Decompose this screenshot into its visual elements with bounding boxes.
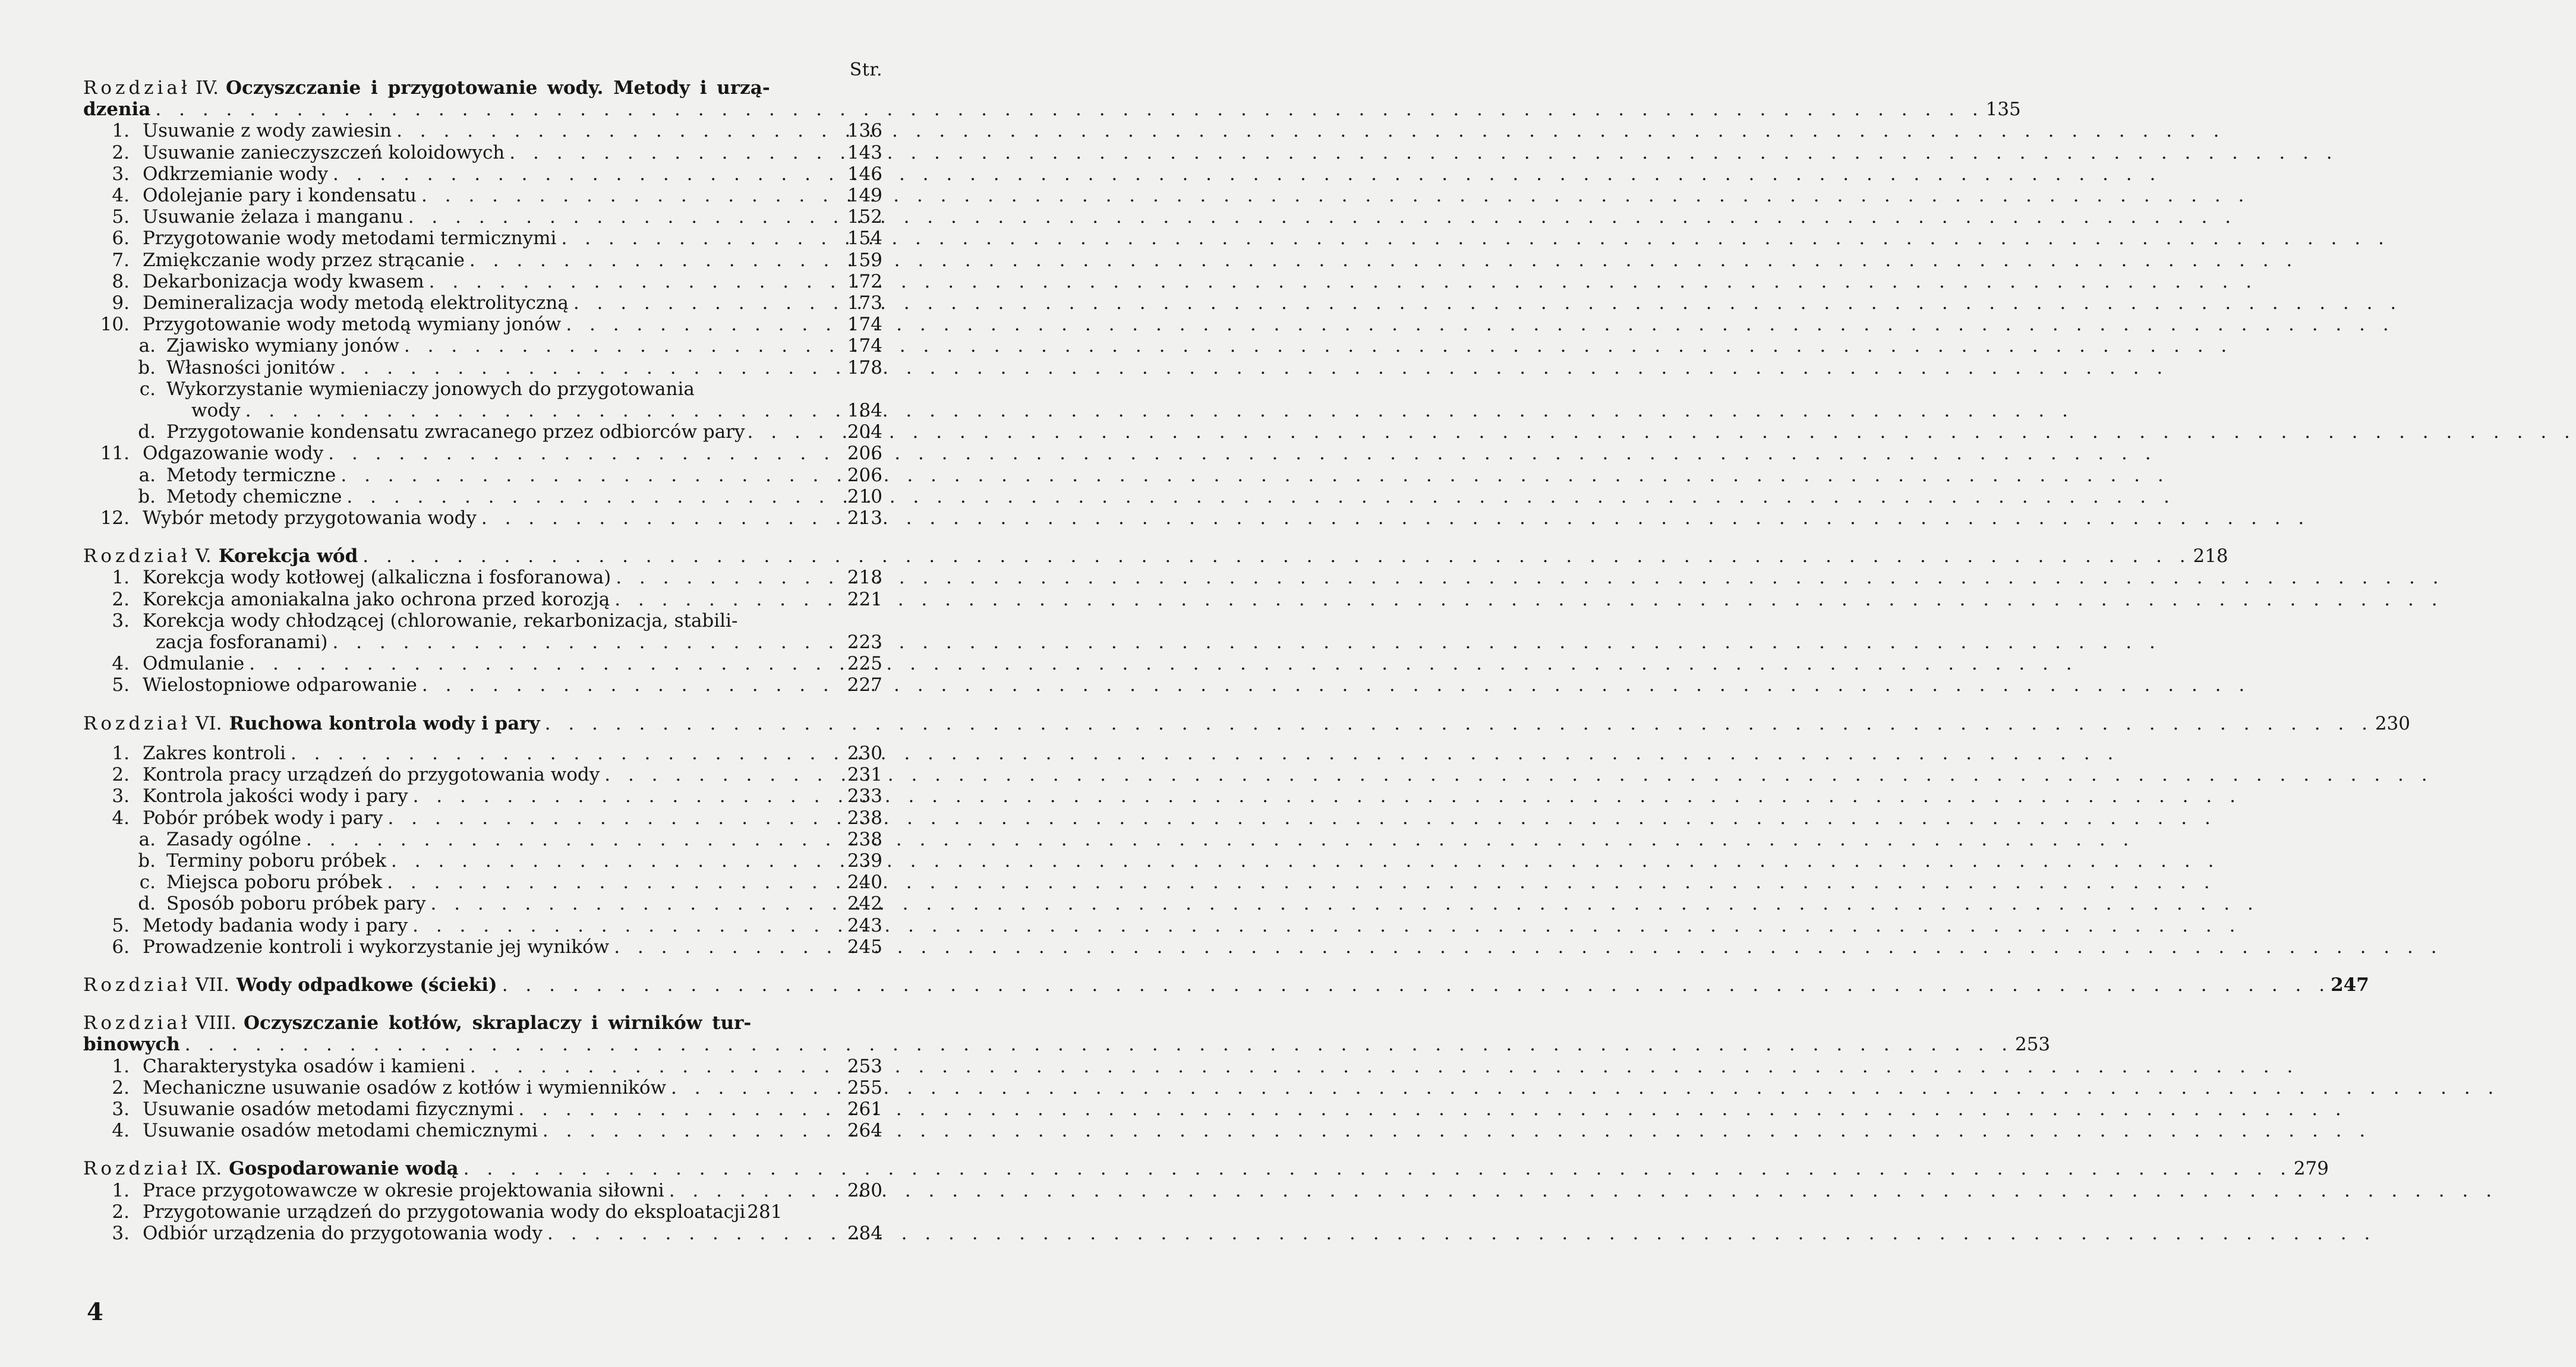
entry-text: Odkrzemianie wody xyxy=(143,163,328,185)
toc-entry xyxy=(83,915,882,936)
dot-leader xyxy=(241,400,846,421)
subentry-text: Metody termiczne xyxy=(166,464,336,486)
entry-page: 178 xyxy=(847,356,882,378)
chapter-number: VIII. xyxy=(195,1012,237,1034)
chapter-label: Rozdział xyxy=(83,712,191,734)
entry-page: 174 xyxy=(847,314,882,336)
dot-leader xyxy=(383,807,846,829)
dot-leader xyxy=(477,507,846,529)
dot-leader xyxy=(386,850,846,872)
subentry-letter: a. xyxy=(138,828,156,850)
entry-number: 6. xyxy=(112,936,130,958)
chapter-heading xyxy=(83,1158,2329,1180)
entry-number: 12. xyxy=(100,507,130,529)
dot-leader xyxy=(425,893,846,914)
entry-text: Odmulanie xyxy=(143,653,245,675)
chapter-heading-cont xyxy=(83,1034,2051,1056)
subentry-text-cont: wody xyxy=(191,400,241,422)
entry-page: 242 xyxy=(847,893,882,915)
toc-entry xyxy=(83,1098,882,1120)
entry-text: Kontrola pracy urządzeń do przygotowania wody xyxy=(143,764,600,786)
entry-number: 3. xyxy=(112,1222,130,1244)
dot-leader xyxy=(424,271,846,292)
entry-text: Odolejanie pary i kondensatu xyxy=(143,185,417,207)
entry-text: Odgazowanie wody xyxy=(143,443,324,465)
entry-page: 172 xyxy=(847,270,882,292)
toc-entry xyxy=(83,228,882,249)
dot-leader xyxy=(505,142,846,163)
entry-number: 3. xyxy=(112,163,130,185)
chapter-title: Wody odpadkowe (ścieki) xyxy=(236,974,497,996)
toc-subentry xyxy=(83,465,882,486)
toc-entry xyxy=(83,120,882,141)
entry-text: Zmiękczanie wody przez strącanie xyxy=(143,249,465,271)
entry-number: 9. xyxy=(112,292,130,314)
entry-page: 221 xyxy=(847,588,882,610)
entry-number: 5. xyxy=(112,674,130,696)
entry-page: 206 xyxy=(847,443,882,465)
entry-text: Przygotowanie wody metodą wymiany jonów xyxy=(143,314,562,336)
subentry-letter: b. xyxy=(138,356,156,378)
dot-leader xyxy=(540,713,2373,734)
entry-text: Korekcja wody chłodzącej (chlorowanie, rekarbonizacja, stabili- xyxy=(143,610,738,632)
page-number: 4 xyxy=(87,1298,103,1326)
entry-number: 1. xyxy=(112,1055,130,1077)
toc-subentry xyxy=(83,335,882,356)
entry-text: Korekcja wody kotłowej (alkaliczna i fosforanowa) xyxy=(143,567,611,589)
dot-leader xyxy=(328,163,846,185)
chapter-ix xyxy=(83,1158,2329,1244)
entry-text: Usuwanie osadów metodami chemicznymi xyxy=(143,1120,538,1142)
entry-page: 174 xyxy=(847,335,882,357)
toc-subentry xyxy=(83,850,882,872)
chapter-label: Rozdział xyxy=(83,1012,191,1034)
subentry-text: Miejsca poboru próbek xyxy=(166,872,383,894)
dot-leader xyxy=(459,1158,2292,1179)
entry-number: 3. xyxy=(112,1098,130,1120)
entry-text: Przygotowanie urządzeń do przygotowania wody do eksploatacji xyxy=(143,1201,746,1223)
subentry-text: Terminy poboru próbek xyxy=(166,850,387,872)
dot-leader xyxy=(180,1034,2013,1055)
chapter-title-cont: binowych xyxy=(83,1034,180,1056)
chapter-v xyxy=(83,545,2228,696)
toc-entry xyxy=(83,764,882,785)
toc-entry xyxy=(83,1201,882,1223)
entry-page: 204 xyxy=(847,421,882,443)
dot-leader xyxy=(301,829,846,850)
chapter-heading xyxy=(83,545,2228,567)
dot-leader xyxy=(561,314,846,335)
chapter-number: VII. xyxy=(195,974,229,996)
dot-leader xyxy=(611,567,846,588)
subentry-letter: c. xyxy=(139,378,156,400)
entry-number: 1. xyxy=(112,120,130,142)
dot-leader xyxy=(664,1180,846,1201)
dot-leader xyxy=(342,486,846,507)
toc-entry xyxy=(83,206,882,228)
toc-entry xyxy=(83,292,882,314)
entry-page: 227 xyxy=(847,674,882,696)
dot-leader xyxy=(335,357,846,378)
dot-leader xyxy=(417,674,846,696)
chapter-viii xyxy=(83,1012,2051,1142)
toc-entry xyxy=(83,1180,882,1201)
subentry-letter: a. xyxy=(138,464,156,486)
entry-page: 261 xyxy=(847,1098,882,1120)
entry-text: Dekarbonizacja wody kwasem xyxy=(143,270,424,292)
entry-number: 8. xyxy=(112,270,130,292)
chapter-iv xyxy=(83,77,2021,529)
entry-page: 233 xyxy=(847,785,882,807)
entry-page: 210 xyxy=(847,485,882,507)
toc-entry-cont xyxy=(83,632,882,653)
chapter-number: V. xyxy=(195,545,212,567)
toc-entry xyxy=(83,589,882,610)
toc-subentry xyxy=(83,378,882,400)
chapter-heading-cont xyxy=(83,99,2021,121)
entry-text: Zakres kontroli xyxy=(143,742,286,764)
toc-entry xyxy=(83,163,882,185)
dot-leader xyxy=(538,1120,846,1141)
entry-page: 225 xyxy=(847,653,882,675)
entry-text: Przygotowanie wody metodami termicznymi xyxy=(143,228,557,250)
dot-leader xyxy=(403,206,846,228)
entry-number: 4. xyxy=(112,185,130,207)
entry-text: Odbiór urządzenia do przygotowania wody xyxy=(143,1222,543,1244)
chapter-number: IX. xyxy=(195,1158,222,1180)
toc-subentry xyxy=(83,357,882,378)
chapter-vi xyxy=(83,712,2410,958)
entry-page: 136 xyxy=(847,120,882,142)
subentry-text: Metody chemiczne xyxy=(166,485,342,507)
chapter-number: IV. xyxy=(195,77,219,99)
dot-leader xyxy=(286,743,846,764)
dot-leader xyxy=(150,99,1984,120)
entry-text: Wybór metody przygotowania wody xyxy=(143,507,477,529)
entry-text: Usuwanie osadów metodami fizycznymi xyxy=(143,1098,514,1120)
chapter-vii xyxy=(83,974,2369,996)
entry-text: Usuwanie z wody zawiesin xyxy=(143,120,392,142)
toc-entry xyxy=(83,653,882,674)
chapter-page: 247 xyxy=(2331,974,2369,996)
entry-text-cont: zacja fosforanami) xyxy=(156,632,328,653)
entry-page: 238 xyxy=(847,807,882,829)
chapter-title: Korekcja wód xyxy=(218,545,358,567)
subentry-letter: b. xyxy=(138,850,156,872)
entry-page: 173 xyxy=(847,292,882,314)
entry-page: 218 xyxy=(847,567,882,589)
entry-number: 6. xyxy=(112,228,130,250)
entry-page: 240 xyxy=(847,872,882,894)
entry-number: 1. xyxy=(112,1179,130,1201)
dot-leader xyxy=(600,764,846,785)
chapter-heading xyxy=(83,1012,882,1034)
dot-leader xyxy=(745,421,846,443)
subentry-letter: c. xyxy=(139,872,156,894)
subentry-letter: a. xyxy=(138,335,156,357)
entry-page: 149 xyxy=(847,185,882,207)
entry-number: 2. xyxy=(112,588,130,610)
entry-page: 213 xyxy=(847,507,882,529)
entry-number: 2. xyxy=(112,141,130,163)
entry-page: 143 xyxy=(847,141,882,163)
entry-page: 264 xyxy=(847,1120,882,1142)
entry-number: 3. xyxy=(112,785,130,807)
dot-leader xyxy=(323,443,846,464)
entry-page: 255 xyxy=(847,1076,882,1098)
entry-text: Kontrola jakości wody i pary xyxy=(143,785,408,807)
entry-number: 10. xyxy=(100,314,130,336)
subentry-text: Przygotowanie kondensatu zwracanego przez odbiorców pary xyxy=(166,421,745,443)
entry-number: 5. xyxy=(112,914,130,936)
entry-page: 280 xyxy=(847,1179,882,1201)
dot-leader xyxy=(666,1077,846,1098)
chapter-title-cont: dzenia xyxy=(83,99,151,121)
chapter-page: 218 xyxy=(2193,545,2228,567)
chapter-heading xyxy=(83,974,2369,996)
dot-leader xyxy=(569,292,846,314)
entry-page: 243 xyxy=(847,914,882,936)
dot-leader xyxy=(543,1223,846,1244)
entry-text: Usuwanie zanieczyszczeń koloidowych xyxy=(143,141,505,163)
dot-leader xyxy=(392,120,846,141)
dot-leader xyxy=(556,228,846,249)
entry-text: Demineralizacja wody metodą elektrolityczną xyxy=(143,292,569,314)
chapter-heading xyxy=(83,712,2410,734)
entry-page: 206 xyxy=(847,464,882,486)
chapter-page: 135 xyxy=(1985,99,2021,121)
entry-text: Prowadzenie kontroli i wykorzystanie jej wyników xyxy=(143,936,610,958)
entry-number: 3. xyxy=(112,610,130,632)
toc-subentry xyxy=(83,829,882,850)
entry-number: 7. xyxy=(112,249,130,271)
entry-page: 152 xyxy=(847,206,882,228)
toc-entry xyxy=(83,567,882,588)
toc-entry xyxy=(83,443,882,464)
entry-text: Pobór próbek wody i pary xyxy=(143,807,383,829)
chapter-label: Rozdział xyxy=(83,974,191,996)
chapter-heading xyxy=(83,77,882,99)
dot-leader xyxy=(244,653,846,674)
entry-number: 1. xyxy=(112,567,130,589)
table-of-contents xyxy=(83,77,2410,1252)
toc-entry xyxy=(83,271,882,292)
entry-page: 284 xyxy=(847,1222,882,1244)
dot-leader xyxy=(513,1098,846,1120)
entry-page: 253 xyxy=(847,1055,882,1077)
entry-number: 1. xyxy=(112,742,130,764)
chapter-label: Rozdział xyxy=(83,545,191,567)
entry-page: 184 xyxy=(847,400,882,422)
toc-entry xyxy=(83,314,882,335)
subentry-letter: d. xyxy=(138,893,156,915)
chapter-title: Oczyszczanie i przygotowanie wody. Metody i urzą- xyxy=(226,77,770,99)
subentry-text: Zjawisko wymiany jonów xyxy=(166,335,399,357)
dot-leader xyxy=(399,335,846,356)
entry-page: 238 xyxy=(847,828,882,850)
entry-text: Mechaniczne usuwanie osadów z kotłów i wymienników xyxy=(143,1076,667,1098)
toc-entry xyxy=(83,743,882,764)
entry-text: Charakterystyka osadów i kamieni xyxy=(143,1055,465,1077)
dot-leader xyxy=(408,915,846,936)
dot-leader xyxy=(358,545,2191,567)
toc-entry xyxy=(83,807,882,829)
chapter-title: Ruchowa kontrola wody i pary xyxy=(229,712,540,734)
entry-page: 159 xyxy=(847,249,882,271)
entry-page: 223 xyxy=(847,632,882,653)
toc-subentry-cont xyxy=(83,400,882,421)
entry-text: Prace przygotowawcze w okresie projektowania siłowni xyxy=(143,1179,664,1201)
subentry-text: Własności jonitów xyxy=(166,356,335,378)
toc-entry xyxy=(83,610,882,632)
toc-entry xyxy=(83,1223,882,1244)
entry-page: 281 xyxy=(747,1201,783,1223)
entry-number: 4. xyxy=(112,1120,130,1142)
chapter-page: 279 xyxy=(2293,1158,2329,1180)
toc-entry xyxy=(83,936,882,958)
dot-leader xyxy=(336,465,846,486)
subentry-letter: d. xyxy=(138,421,156,443)
dot-leader xyxy=(417,185,846,206)
entry-number: 2. xyxy=(112,1201,130,1223)
toc-entry xyxy=(83,185,882,206)
dot-leader xyxy=(465,250,846,271)
chapter-title: Oczyszczanie kotłów, skraplaczy i wirników tur- xyxy=(243,1012,752,1034)
entry-number: 4. xyxy=(112,653,130,675)
entry-text: Wielostopniowe odparowanie xyxy=(143,674,417,696)
toc-subentry xyxy=(83,893,882,914)
entry-number: 2. xyxy=(112,764,130,786)
entry-page: 231 xyxy=(847,764,882,786)
subentry-text: Wykorzystanie wymieniaczy jonowych do przygotowania xyxy=(166,378,695,400)
toc-entry xyxy=(83,142,882,163)
subentry-letter: b. xyxy=(138,485,156,507)
dot-leader xyxy=(408,785,846,807)
entry-number: 2. xyxy=(112,1076,130,1098)
toc-entry xyxy=(83,785,882,807)
dot-leader xyxy=(382,872,846,893)
toc-entry xyxy=(83,250,882,271)
entry-page: 154 xyxy=(847,228,882,250)
toc-subentry xyxy=(83,421,882,443)
chapter-label: Rozdział xyxy=(83,1158,191,1180)
chapter-label: Rozdział xyxy=(83,77,191,99)
entry-number: 5. xyxy=(112,206,130,228)
page-column-header: Str. xyxy=(849,59,882,80)
dot-leader xyxy=(327,632,846,653)
entry-text: Metody badania wody i pary xyxy=(143,914,408,936)
entry-page: 230 xyxy=(847,742,882,764)
entry-page: 146 xyxy=(847,163,882,185)
entry-number: 4. xyxy=(112,807,130,829)
toc-entry xyxy=(83,1120,882,1141)
chapter-title: Gospodarowanie wodą xyxy=(229,1158,459,1180)
entry-page: 239 xyxy=(847,850,882,872)
dot-leader xyxy=(497,974,2331,996)
toc-entry xyxy=(83,1077,882,1098)
toc-subentry xyxy=(83,872,882,893)
dot-leader xyxy=(610,589,846,610)
toc-subentry xyxy=(83,486,882,507)
chapter-page: 230 xyxy=(2375,712,2410,734)
chapter-page: 253 xyxy=(2014,1034,2051,1056)
dot-leader xyxy=(609,936,846,958)
toc-entry xyxy=(83,674,882,696)
dot-leader xyxy=(465,1056,846,1077)
toc-entry xyxy=(83,1056,882,1077)
entry-text: Korekcja amoniakalna jako ochrona przed korozją xyxy=(143,588,610,610)
entry-number: 11. xyxy=(100,443,130,465)
entry-page: 245 xyxy=(847,936,882,958)
subentry-text: Sposób poboru próbek pary xyxy=(166,893,426,915)
chapter-number: VI. xyxy=(195,712,222,734)
subentry-text: Zasady ogólne xyxy=(166,828,302,850)
toc-entry xyxy=(83,507,882,529)
entry-text: Usuwanie żelaza i manganu xyxy=(143,206,403,228)
